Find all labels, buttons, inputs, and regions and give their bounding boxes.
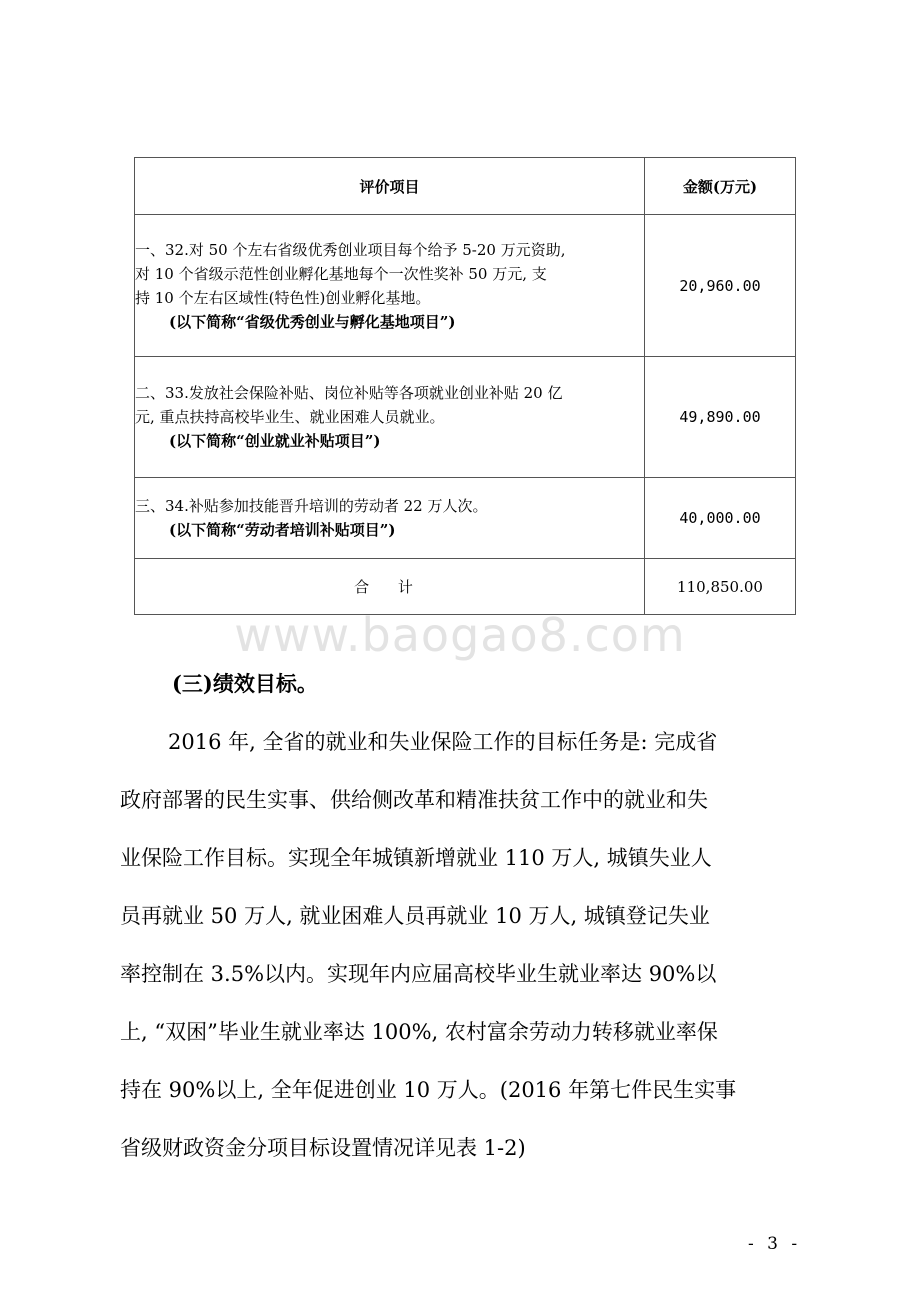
item-cell bbox=[135, 215, 645, 357]
amount-cell: 40,000.00 bbox=[645, 478, 796, 559]
paragraph-line: 员再就业 50 万人, 就业困难人员再就业 10 万人, 城镇登记失业 bbox=[120, 904, 710, 928]
paragraph-line: 率控制在 3.5%以内。实现年内应届高校毕业生就业率达 90%以 bbox=[120, 962, 717, 986]
paragraph-line: 政府部署的民生实事、供给侧改革和精准扶贫工作中的就业和失 bbox=[120, 788, 708, 812]
table-row bbox=[135, 357, 796, 478]
item-line: 三、34.补贴参加技能晋升培训的劳动者 22 万人次。 bbox=[135, 497, 488, 515]
item-note: (以下简称“创业就业补贴项目”) bbox=[169, 432, 381, 450]
item-cell bbox=[135, 357, 645, 478]
item-note: (以下简称“省级优秀创业与孵化基地项目”) bbox=[169, 312, 456, 331]
item-line: 对 10 个省级示范性创业孵化基地每个一次性奖补 50 万元, 支 bbox=[135, 264, 547, 283]
table-row bbox=[135, 478, 796, 559]
body-paragraph bbox=[120, 713, 810, 1177]
item-note: (以下简称“劳动者培训补贴项目”) bbox=[169, 521, 396, 539]
item-line: 二、33.发放社会保险补贴、岗位补贴等各项就业创业补贴 20 亿 bbox=[135, 384, 563, 402]
paragraph-line: 业保险工作目标。实现全年城镇新增就业 110 万人, 城镇失业人 bbox=[120, 846, 712, 870]
paragraph-line: 持在 90%以上, 全年促进创业 10 万人。(2016 年第七件民生实事 bbox=[120, 1078, 737, 1102]
header-item: 评价项目 bbox=[135, 158, 645, 215]
paragraph-line: 上, “双困”毕业生就业率达 100%, 农村富余劳动力转移就业率保 bbox=[120, 1020, 718, 1044]
funding-table bbox=[134, 157, 796, 615]
header-amount: 金额(万元) bbox=[645, 158, 796, 215]
table-header-row bbox=[135, 158, 796, 215]
paragraph-line: 2016 年, 全省的就业和失业保险工作的目标任务是: 完成省 bbox=[168, 730, 718, 754]
amount-cell: 49,890.00 bbox=[645, 357, 796, 478]
amount-cell: 20,960.00 bbox=[645, 215, 796, 357]
item-cell bbox=[135, 478, 645, 559]
item-line: 一、32.对 50 个左右省级优秀创业项目每个给予 5-20 万元资助, bbox=[135, 240, 566, 259]
item-line: 元, 重点扶持高校毕业生、就业困难人员就业。 bbox=[135, 408, 445, 426]
total-amount: 110,850.00 bbox=[645, 559, 796, 615]
table-row bbox=[135, 215, 796, 357]
item-line: 持 10 个左右区域性(特色性)创业孵化基地。 bbox=[135, 288, 431, 307]
paragraph-line: 省级财政资金分项目标设置情况详见表 1-2) bbox=[120, 1136, 526, 1160]
total-label: 合 计 bbox=[135, 559, 645, 615]
watermark: www.baogao8.com bbox=[234, 608, 686, 662]
section-title: (三)绩效目标。 bbox=[172, 671, 318, 696]
total-row bbox=[135, 559, 796, 615]
page-number: - 3 - bbox=[748, 1234, 802, 1254]
